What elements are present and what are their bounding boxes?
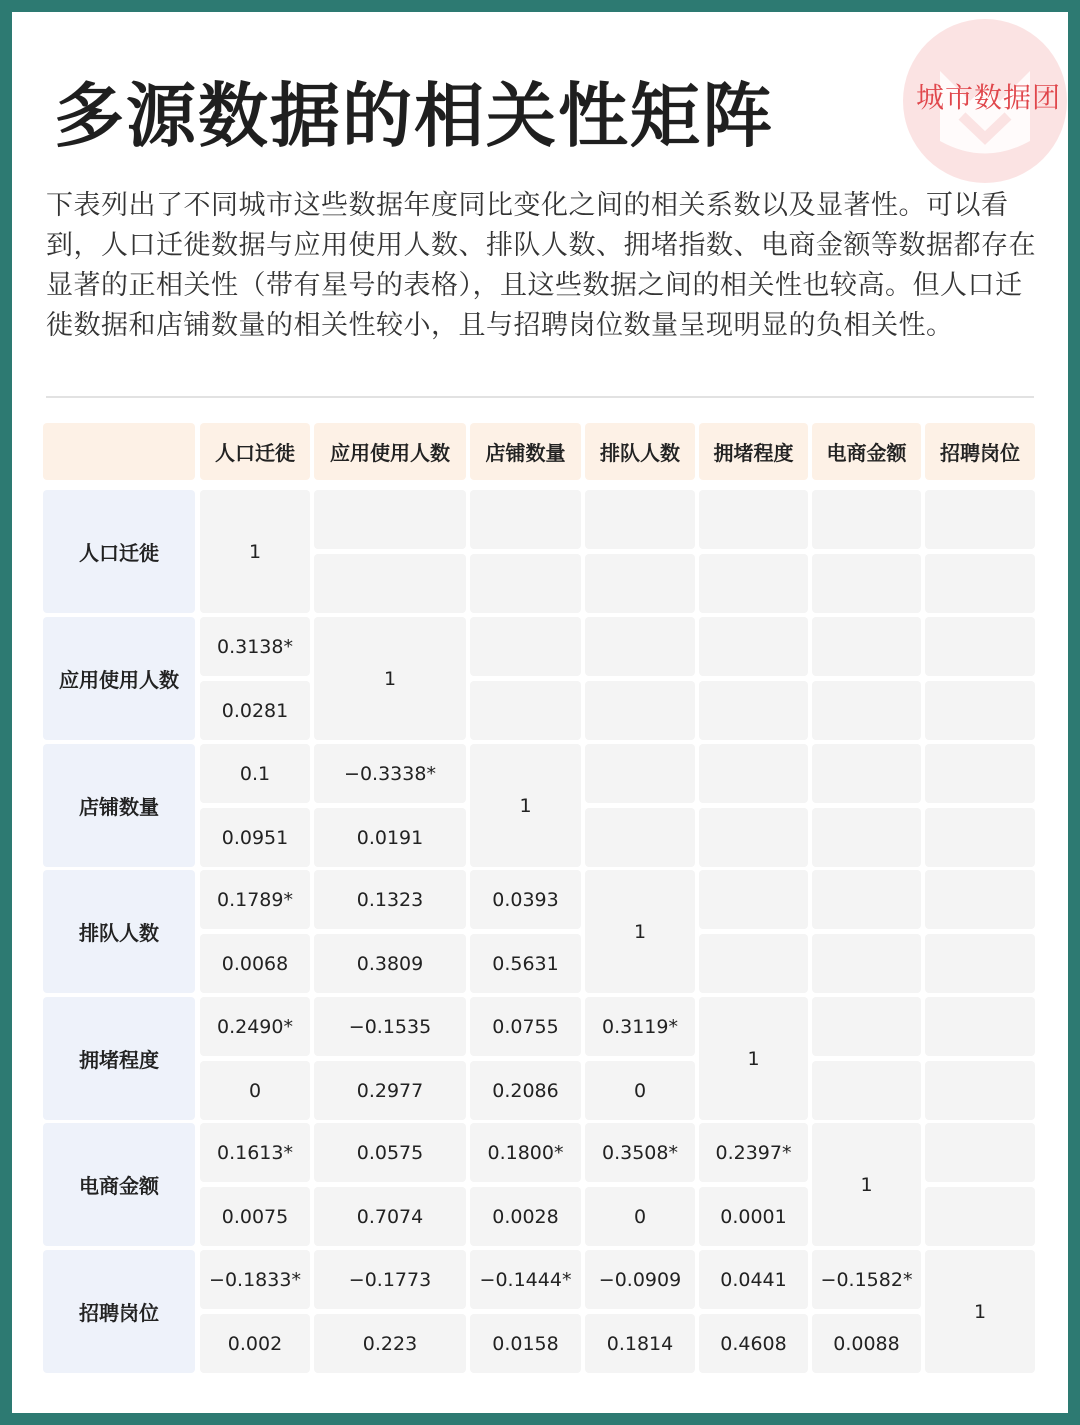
empty-cell <box>470 554 581 613</box>
page-title: 多源数据的相关性矩阵 <box>54 75 774 157</box>
empty-cell <box>812 808 921 867</box>
empty-cell <box>812 934 921 993</box>
row-label: 排队人数 <box>43 870 195 993</box>
correlation-coefficient: 0.3508* <box>585 1123 695 1182</box>
correlation-coefficient: −0.1535 <box>314 997 466 1056</box>
correlation-coefficient: −0.3338* <box>314 744 466 803</box>
empty-cell <box>470 490 581 549</box>
row-label: 招聘岗位 <box>43 1250 195 1373</box>
empty-cell <box>925 1061 1035 1120</box>
significance-value: 0.3809 <box>314 934 466 993</box>
correlation-coefficient: 0.2397* <box>699 1123 808 1182</box>
diagonal-cell: 1 <box>470 744 581 867</box>
empty-cell <box>925 1123 1035 1182</box>
empty-cell <box>585 617 695 676</box>
significance-value: 0.0281 <box>200 681 310 740</box>
empty-cell <box>314 490 466 549</box>
column-header: 排队人数 <box>585 423 695 480</box>
diagonal-cell: 1 <box>925 1250 1035 1373</box>
correlation-coefficient: −0.1582* <box>812 1250 921 1309</box>
row-label: 电商金额 <box>43 1123 195 1246</box>
empty-cell <box>699 870 808 929</box>
correlation-coefficient: −0.1833* <box>200 1250 310 1309</box>
column-header: 拥堵程度 <box>699 423 808 480</box>
empty-cell <box>314 554 466 613</box>
significance-value: 0.0001 <box>699 1187 808 1246</box>
row-label: 店铺数量 <box>43 744 195 867</box>
column-header: 应用使用人数 <box>314 423 466 480</box>
empty-cell <box>585 490 695 549</box>
empty-cell <box>470 681 581 740</box>
significance-value: 0.0088 <box>812 1314 921 1373</box>
empty-cell <box>585 744 695 803</box>
diagonal-cell: 1 <box>812 1123 921 1246</box>
diagonal-cell: 1 <box>314 617 466 740</box>
empty-cell <box>812 554 921 613</box>
empty-cell <box>925 870 1035 929</box>
empty-cell <box>585 681 695 740</box>
correlation-coefficient: −0.1444* <box>470 1250 581 1309</box>
empty-cell <box>925 617 1035 676</box>
significance-value: 0.5631 <box>470 934 581 993</box>
matrix-corner <box>43 423 195 480</box>
row-label: 应用使用人数 <box>43 617 195 740</box>
correlation-coefficient: −0.1773 <box>314 1250 466 1309</box>
significance-value: 0.2977 <box>314 1061 466 1120</box>
correlation-coefficient: 0.3138* <box>200 617 310 676</box>
empty-cell <box>470 617 581 676</box>
empty-cell <box>925 681 1035 740</box>
column-header: 店铺数量 <box>470 423 581 480</box>
correlation-coefficient: 0.0393 <box>470 870 581 929</box>
correlation-coefficient: 0.1800* <box>470 1123 581 1182</box>
correlation-coefficient: −0.0909 <box>585 1250 695 1309</box>
empty-cell <box>699 617 808 676</box>
correlation-coefficient: 0.1613* <box>200 1123 310 1182</box>
divider <box>46 396 1034 398</box>
empty-cell <box>925 997 1035 1056</box>
diagonal-cell: 1 <box>699 997 808 1120</box>
empty-cell <box>925 1187 1035 1246</box>
significance-value: 0.223 <box>314 1314 466 1373</box>
brand-name: 城市数据团 <box>916 81 1062 114</box>
row-label: 拥堵程度 <box>43 997 195 1120</box>
significance-value: 0.0191 <box>314 808 466 867</box>
empty-cell <box>812 870 921 929</box>
correlation-coefficient: 0.1789* <box>200 870 310 929</box>
correlation-coefficient: 0.0441 <box>699 1250 808 1309</box>
empty-cell <box>812 744 921 803</box>
empty-cell <box>585 808 695 867</box>
significance-value: 0.4608 <box>699 1314 808 1373</box>
empty-cell <box>812 681 921 740</box>
empty-cell <box>699 808 808 867</box>
significance-value: 0 <box>200 1061 310 1120</box>
content-card <box>12 12 1068 1413</box>
significance-value: 0.0028 <box>470 1187 581 1246</box>
column-header: 招聘岗位 <box>925 423 1035 480</box>
correlation-coefficient: 0.0575 <box>314 1123 466 1182</box>
correlation-coefficient: 0.0755 <box>470 997 581 1056</box>
empty-cell <box>812 997 921 1056</box>
significance-value: 0.0951 <box>200 808 310 867</box>
significance-value: 0.0068 <box>200 934 310 993</box>
correlation-coefficient: 0.1 <box>200 744 310 803</box>
row-label: 人口迁徙 <box>43 490 195 613</box>
significance-value: 0.1814 <box>585 1314 695 1373</box>
significance-value: 0.7074 <box>314 1187 466 1246</box>
empty-cell <box>925 808 1035 867</box>
empty-cell <box>585 554 695 613</box>
empty-cell <box>925 934 1035 993</box>
empty-cell <box>699 681 808 740</box>
empty-cell <box>812 1061 921 1120</box>
significance-value: 0 <box>585 1061 695 1120</box>
significance-value: 0.2086 <box>470 1061 581 1120</box>
empty-cell <box>699 744 808 803</box>
column-header: 电商金额 <box>812 423 921 480</box>
empty-cell <box>925 490 1035 549</box>
empty-cell <box>699 490 808 549</box>
significance-value: 0.002 <box>200 1314 310 1373</box>
empty-cell <box>699 934 808 993</box>
significance-value: 0 <box>585 1187 695 1246</box>
empty-cell <box>812 490 921 549</box>
empty-cell <box>699 554 808 613</box>
significance-value: 0.0158 <box>470 1314 581 1373</box>
empty-cell <box>812 617 921 676</box>
diagonal-cell: 1 <box>585 870 695 993</box>
empty-cell <box>925 554 1035 613</box>
correlation-coefficient: 0.3119* <box>585 997 695 1056</box>
diagonal-cell: 1 <box>200 490 310 613</box>
description-text: 下表列出了不同城市这些数据年度同比变化之间的相关系数以及显著性。可以看到，人口迁徙数据与应用使用人数、排队人数、拥堵指数、电商金额等数据都存在显著的正相关性（带有星号的表格），且这些数据之间的相关性也较高。但人口迁徙数据和店铺数量的相关性较小，且与招聘岗位数量呈现明显的负相关性。 <box>46 190 1036 341</box>
correlation-coefficient: 0.2490* <box>200 997 310 1056</box>
correlation-coefficient: 0.1323 <box>314 870 466 929</box>
significance-value: 0.0075 <box>200 1187 310 1246</box>
column-header: 人口迁徙 <box>200 423 310 480</box>
empty-cell <box>925 744 1035 803</box>
